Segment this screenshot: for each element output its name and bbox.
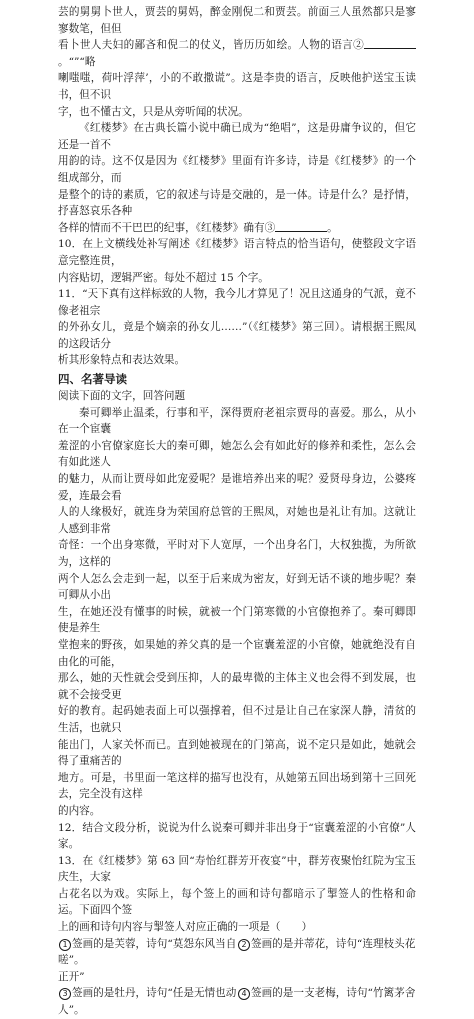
option-marker-3: 3	[59, 988, 71, 1000]
option-2[interactable]	[237, 936, 416, 969]
para1-line1: 芸的舅舅卜世人，贾芸的舅妈，醉金刚倪二和贾芸。前面三人虽然都只是寥寥数笔，但但	[58, 6, 416, 35]
passage-line11: 能出门，人家关怀而已。直到她被现在的门第高，说不定只是如此，她就会得了重痛苦的	[58, 738, 416, 768]
question-11-line2: 的外孙女儿，竟是个嫡亲的孙女儿……”（《红楼梦》第三回）。请根据王熙凤的这段话分	[58, 321, 416, 350]
option-4[interactable]	[237, 985, 416, 1018]
option-marker-1: 1	[59, 939, 71, 951]
option-marker-2: 2	[238, 939, 250, 951]
option-1-text: 签画的是芙蓉，诗句“莫怨东风当自嗟”。	[58, 937, 237, 967]
passage-line6: 两个人怎么会走到一起，以至于后来成为密友，好到无话不谈的地步呢？秦可卿从小出	[58, 572, 416, 602]
passage-line4: 人的人缘极好，就连身为荣国府总管的王熙凤，对她也是礼让有加。这就让人感到非常	[58, 506, 416, 535]
question-13-line3: 上的画和诗句内容与掣签人对应正确的一项是（ ）	[58, 921, 313, 934]
question-10-line2: 内容贴切，逻辑严密。每处不超过 15 个字。	[58, 271, 269, 284]
question-11-line1: 11．“天下真有这样标致的人物，我今儿才算见了！况且这通身的气派，竟不像老祖宗	[58, 288, 416, 317]
para1-line3: 喇嗤嗤，荷叶浮萍’，小的不敢撒谎”。这是李贵的语言，反映他护送宝玉读书，但不识	[58, 72, 416, 101]
passage-line13: 的内容。	[58, 804, 101, 817]
passage-line12: 地方。可是，书里面一笔这样的描写也没有，从她第五回出场到第十三回死去，完全没有这样	[58, 771, 416, 801]
question-10-line1: 10．在上文横线处补写阐述《红楼梦》语言特点的恰当语句，使整段文字语意完整连贯，	[58, 238, 416, 267]
option-3-text: 签画的是牡丹，诗句“任是无情也动人”。	[58, 987, 237, 1017]
passage-line8: 堂抱来的野孩，如果她的养父真的是一个宦囊羞涩的小官僚，她就绝没有自由化的可能，	[58, 638, 416, 668]
para2-line4: 各样的情而不干巴巴的纪事，《红楼梦》确有③ 。	[58, 221, 338, 234]
options-row-1	[58, 936, 416, 969]
section-heading: 四、名著导读	[58, 372, 127, 387]
option-marker-4: 4	[238, 988, 250, 1000]
question-13-line2: 占花名以为戏。实际上，每个签上的画和诗句都暗示了掣签人的性格和命运。下面四个签	[58, 887, 416, 917]
option-2-continued: 正开”	[58, 970, 85, 983]
question-12: 12．结合文段分析，说说为什么说秦可卿并非出身于“宦囊羞涩的小官僚”人家。	[58, 821, 416, 851]
passage-line7: 生，在她还没有懂事的时候，就被一个门第寒微的小官僚抱养了。秦可卿即使是养生	[58, 605, 416, 635]
passage-line10: 好的教育。起码她表面上可以强撑着，但不过是让自己在家深人静，清贫的生活，也就只	[58, 705, 416, 734]
question-13-line1: 13．在《红楼梦》第 63 回“寿怡红群芳开夜宴”中，群芳夜聚怡红院为宝玉庆生，大家	[58, 854, 416, 884]
answer-blank-3[interactable]	[275, 221, 327, 232]
options-row-2	[58, 985, 416, 1018]
passage-line9: 那么，她的天性就会受到压抑，人的最卑微的主体主义也会得不到发展，也就不会接受更	[58, 672, 416, 701]
question-11-line3: 析其形象特点和表达效果。	[58, 354, 186, 367]
para2-line3: 是整个的诗的素质，它的叙述与诗是交融的，是一体。诗是什么？是抒情，抒喜怒哀乐各种	[58, 188, 416, 218]
option-4-text: 签画的是一支老梅，诗句“竹篱茅舍	[251, 987, 416, 1000]
passage-line3: 的魅力，从而让贾母如此宠爱呢？是谁培养出来的呢？爱贤母身边，公婆疼爱，连最会看	[58, 473, 416, 502]
para2-line2: 用韵的诗。这不仅是因为《红楼梦》里面有许多诗，诗是《红楼梦》的一个组成部分，而	[58, 155, 416, 184]
passage-line5: 奇怪：一个出身寒微，平时对下人宽厚，一个出身名门，大权独揽，为所欲为，这样的	[58, 539, 416, 568]
para1-line2: 看卜世人夫妇的鄙吝和倪二的仗义，皆历历如绘。人物的语言②。“”“略	[58, 37, 416, 70]
passage-line1: 秦可卿举止温柔，行事和平，深得贾府老祖宗贾母的喜爱。那么，从小在一个宦囊	[58, 406, 416, 436]
option-3[interactable]	[58, 985, 237, 1018]
option-2-text: 签画的是并蒂花，诗句“连理枝头花	[251, 937, 416, 950]
answer-blank-2[interactable]	[364, 38, 416, 49]
option-1[interactable]	[58, 936, 237, 969]
para1-line4: 字，也不懂古文，只是从旁听闻的状况。	[58, 105, 249, 118]
passage-line2: 羞涩的小官僚家庭长大的秦可卿，她怎么会有如此好的修养和柔性，怎么会有如此迷人	[58, 439, 416, 469]
section-intro: 阅读下面的文字，回答问题	[58, 390, 186, 403]
para2-line1: 《红楼梦》在古典长篇小说中确已成为“绝唱”，这是毋庸争议的，但它还是一首不	[58, 122, 416, 151]
